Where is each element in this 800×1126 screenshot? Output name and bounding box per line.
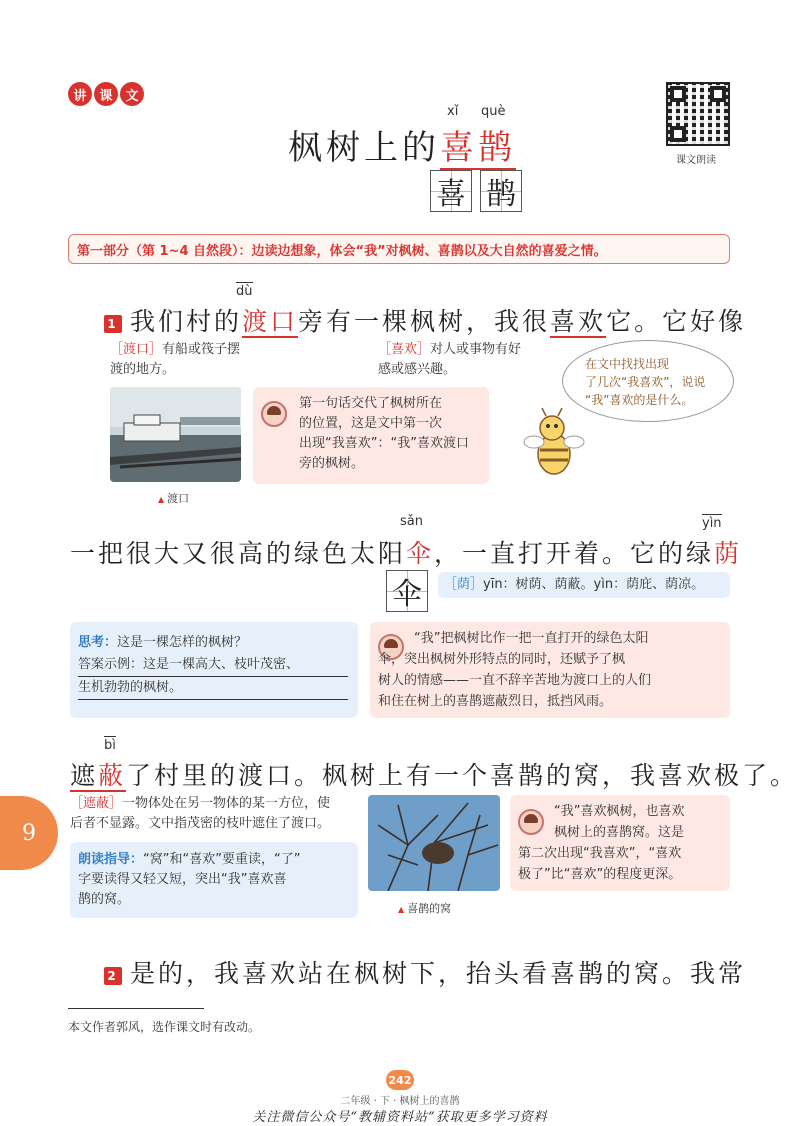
note-term: ［喜欢］ — [378, 342, 431, 357]
badge-char: 讲 — [68, 82, 92, 106]
keyword-zhe: 遮 — [70, 761, 99, 790]
note-xihuan — [378, 340, 521, 380]
think-answer: 生机勃勃的枫树。 — [78, 677, 348, 700]
box-line: 旁的枫树。 — [299, 456, 365, 471]
tian-grid-que: 鹊 — [480, 170, 522, 212]
paragraph-1-line-3 — [70, 756, 798, 792]
note-term: ［荫］ — [444, 577, 484, 592]
reading-line: 鹊的窝。 — [78, 892, 131, 907]
badge-char: 文 — [120, 82, 144, 106]
qr-code-icon[interactable] — [666, 82, 730, 146]
text: ，一直打开着。它的绿 — [434, 539, 715, 568]
box-line: “我”喜欢枫树，也喜欢 — [554, 804, 685, 819]
note-zhebi — [70, 794, 330, 834]
think-question: 这是一棵怎样的枫树？ — [117, 635, 248, 650]
think-box — [70, 622, 358, 718]
paragraph-number: 2 — [104, 967, 122, 985]
note-text: 一物体处在另一物体的某一方位，使 — [122, 796, 331, 811]
box-line: 第二次出现“我喜欢”，“喜欢 — [518, 846, 682, 861]
box-line: 枫树上的喜鹊窝。这是 — [554, 825, 685, 840]
text: 了村里的渡口。枫树上有一个喜鹊的窝，我喜欢极了。 — [126, 761, 799, 790]
title-pinyin-xi: xǐ — [447, 104, 459, 119]
photo-ferry — [110, 387, 241, 482]
title-highlight: 喜鹊 — [440, 128, 516, 168]
tian-grid-xi: 喜 — [430, 170, 472, 212]
pinyin-bi: bì — [104, 738, 116, 753]
teacher-avatar-icon — [261, 401, 287, 427]
note-text: yīn：树荫、荫蔽。yìn：荫庇、荫凉。 — [483, 577, 705, 592]
paragraph-1 — [104, 302, 746, 338]
text: 是的，我喜欢站在枫树下，抬头看喜鹊的窝。我常 — [130, 959, 747, 988]
annotation-box-2 — [370, 622, 730, 718]
box-line: “我”把枫树比作一把一直打开的绿色太阳 — [414, 631, 649, 646]
pinyin-yin: yìn — [702, 516, 722, 531]
photo-caption: ▲ 渡口 — [158, 490, 189, 506]
note-text: 后者不显露。文中指茂密的枝叶遮住了渡口。 — [70, 816, 331, 831]
section-badge — [68, 82, 144, 106]
keyword-xihuan: 喜欢 — [550, 307, 607, 336]
keyword-yin: 荫 — [714, 539, 743, 568]
note-text: 渡的地方。 — [110, 362, 176, 377]
bubble-line: “我”喜欢的是什么。 — [585, 393, 694, 407]
note-text: 对人或事物有好 — [430, 342, 522, 357]
text: 一把很大又很高的绿色太阳 — [70, 539, 407, 568]
reading-guide-box — [70, 842, 358, 918]
box-line: 树人的情感——一直不辞辛苦地为渡口上的人们 — [378, 673, 652, 688]
bee-mascot-icon — [520, 408, 590, 498]
note-term: ［遮蔽］ — [70, 796, 123, 811]
keyword-san: 伞 — [406, 539, 435, 568]
watermark: 关注微信公众号“教辅资料站”获取更多学习资料 — [252, 1110, 548, 1125]
badge-char: 课 — [94, 82, 118, 106]
qr-label: 课文朗读 — [676, 155, 716, 166]
page-number: 242 — [386, 1070, 414, 1090]
box-line: 和住在树上的喜鹊遮蔽烈日，抵挡风雨。 — [378, 694, 613, 709]
note-dukou — [110, 340, 240, 380]
note-text: 感或感兴趣。 — [378, 362, 457, 377]
note-term: ［渡口］ — [110, 342, 163, 357]
grade-label: 二年级 · 下 · 枫树上的喜鹊 — [340, 1096, 460, 1107]
bubble-line: 了几次“我喜欢”，说说 — [585, 375, 706, 389]
text: 旁有一棵枫树，我很 — [298, 307, 551, 336]
note-text: 有船或筏子摆 — [162, 342, 241, 357]
photo-magpie-nest — [368, 795, 500, 891]
box-line: 的位置，这是文中第一次 — [299, 416, 443, 431]
paragraph-1-line-2 — [70, 534, 742, 570]
box-line: 伞，突出枫树外形特点的同时，还赋予了枫 — [378, 652, 626, 667]
box-line: 极了”比“喜欢”的程度更深。 — [518, 867, 682, 882]
think-answer: 答案示例：这是一棵高大、枝叶茂密、 — [78, 654, 348, 677]
paragraph-number: 1 — [104, 315, 122, 333]
reading-line: 字要读得又轻又短，突出“我”喜欢喜 — [78, 872, 287, 887]
pinyin-san: sǎn — [400, 514, 423, 529]
text: 我们村的 — [130, 307, 243, 336]
annotation-box-3 — [510, 795, 730, 891]
title-prefix: 枫树上的 — [288, 128, 440, 168]
box-line: 出现“我喜欢”：“我”喜欢渡口 — [299, 436, 469, 451]
footnote: 本文作者郭风，选作课文时有改动。 — [68, 1020, 261, 1034]
teacher-avatar-icon — [518, 809, 544, 835]
part-banner: 第一部分（第 1~4 自然段）：边读边想象，体会“我”对枫树、喜鹊以及大自然的喜爱之情。 — [68, 234, 730, 264]
photo-caption: ▲ 喜鹊的窝 — [398, 900, 451, 916]
bubble-line: 在文中找找出现 — [585, 357, 670, 371]
keyword-bi: 蔽 — [98, 761, 127, 790]
note-yin — [438, 572, 730, 598]
box-line: 第一句话交代了枫树所在 — [299, 396, 443, 411]
keyword-dukou: 渡口 — [242, 307, 299, 336]
tian-grid-san: 伞 — [386, 570, 428, 612]
page-title — [288, 120, 516, 169]
pinyin-du: dù — [236, 284, 253, 299]
title-pinyin-que: què — [481, 104, 506, 119]
text: 它。它好像 — [606, 307, 747, 336]
reading-line: “窝”和“喜欢”要重读，“了” — [143, 852, 301, 867]
reading-label: 朗读指导： — [78, 852, 144, 867]
think-label: 思考： — [78, 635, 118, 650]
footnote-divider — [68, 1008, 204, 1009]
paragraph-2 — [104, 954, 746, 990]
annotation-box-1 — [253, 387, 489, 484]
lesson-number-tab: 9 — [0, 796, 58, 870]
